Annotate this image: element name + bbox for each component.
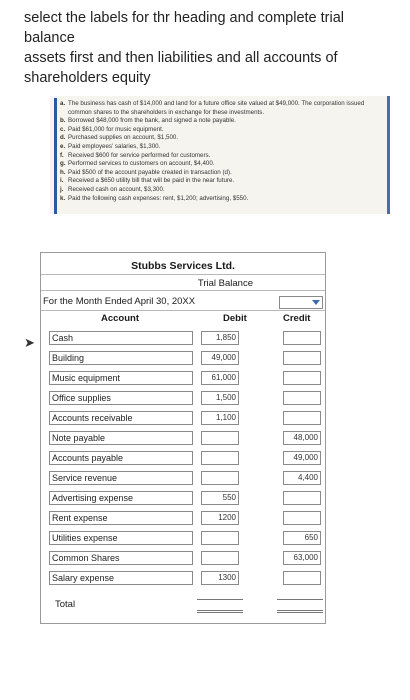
credit-field[interactable] <box>283 571 321 585</box>
debit-field[interactable] <box>201 551 239 565</box>
credit-field[interactable] <box>283 491 321 505</box>
debit-field[interactable] <box>201 531 239 545</box>
debit-field[interactable]: 1300 <box>201 571 239 585</box>
debit-field[interactable]: 550 <box>201 491 239 505</box>
transaction-letter: h. <box>60 168 66 176</box>
transaction-item <box>58 134 384 143</box>
transaction-letter: f. <box>60 151 64 159</box>
transaction-item <box>58 160 384 169</box>
credit-field[interactable]: 63,000 <box>283 551 321 565</box>
transaction-letter: e. <box>60 142 66 150</box>
trial-balance-title: Trial Balance <box>197 278 253 289</box>
credit-field[interactable]: 4,400 <box>283 471 321 485</box>
credit-field[interactable] <box>283 351 321 365</box>
transaction-letter: a. <box>60 100 66 107</box>
debit-field[interactable] <box>201 471 239 485</box>
credit-field[interactable]: 48,000 <box>283 431 321 445</box>
credit-field[interactable] <box>283 391 321 405</box>
transaction-item <box>58 195 384 204</box>
account-select[interactable]: Note payable <box>49 431 193 445</box>
debit-field[interactable] <box>201 431 239 445</box>
credit-field[interactable] <box>283 411 321 425</box>
transaction-letter: i. <box>60 177 64 185</box>
period-label: For the Month Ended April 30, 20XX <box>43 296 196 307</box>
account-select[interactable]: Accounts payable <box>49 451 193 465</box>
account-header: Account <box>101 313 139 324</box>
transaction-text: Received a $650 utility bill that will be paid in the near future. <box>68 177 235 185</box>
total-label: Total <box>55 599 76 610</box>
credit-field[interactable]: 650 <box>283 531 321 545</box>
transaction-text: Paid employees' salaries, $1,300. <box>68 142 161 150</box>
transaction-text: Borrowed $48,000 from the bank, and signed a note payable. <box>68 117 236 125</box>
debit-field[interactable]: 1,100 <box>201 411 239 425</box>
question-line-1: select the labels for thr heading and complete trial balance <box>24 10 344 46</box>
period-dropdown[interactable] <box>279 296 323 309</box>
transaction-letter: j. <box>60 185 64 193</box>
transaction-item <box>58 126 384 135</box>
credit-field[interactable] <box>283 371 321 385</box>
account-select[interactable]: Salary expense <box>49 571 193 585</box>
trial-balance-form <box>40 252 326 624</box>
total-debit-field[interactable] <box>197 599 243 613</box>
debit-header: Debit <box>223 313 247 324</box>
account-select[interactable]: Cash <box>49 331 193 345</box>
company-name: Stubbs Services Ltd. <box>131 260 235 272</box>
credit-field[interactable]: 49,000 <box>283 451 321 465</box>
transaction-letter: k. <box>60 194 66 202</box>
account-select[interactable]: Utilities expense <box>49 531 193 545</box>
account-select[interactable]: Rent expense <box>49 511 193 525</box>
debit-field[interactable]: 49,000 <box>201 351 239 365</box>
cursor-arrow-icon: ➤ <box>24 335 35 350</box>
transaction-item <box>58 186 384 195</box>
transaction-text: Paid $500 of the account payable created in transaction (d). <box>68 168 232 176</box>
transaction-text: The business has cash of $14,000 and land for a future office site valued at $49,000. The corporation issued common shares to the shareholders in exchange for these investments. <box>68 100 365 116</box>
account-select[interactable]: Building <box>49 351 193 365</box>
credit-field[interactable] <box>283 331 321 345</box>
title-row <box>41 277 325 291</box>
account-select[interactable]: Music equipment <box>49 371 193 385</box>
transaction-item <box>58 100 384 117</box>
account-select[interactable]: Advertising expense <box>49 491 193 505</box>
account-select[interactable]: Common Shares <box>49 551 193 565</box>
company-row <box>41 253 325 275</box>
credit-field[interactable] <box>283 511 321 525</box>
transaction-text: Paid the following cash expenses: rent, $1,200; advertising, $550. <box>68 194 249 202</box>
transaction-text: Paid $61,000 for music equipment. <box>68 125 164 133</box>
credit-header: Credit <box>283 313 311 324</box>
problem-statement-image <box>50 96 390 214</box>
transaction-letter: g. <box>60 160 66 168</box>
transaction-item <box>58 143 384 152</box>
debit-field[interactable]: 61,000 <box>201 371 239 385</box>
transaction-item <box>58 152 384 161</box>
debit-field[interactable]: 1,850 <box>201 331 239 345</box>
transaction-text: Performed services to customers on account, $4,400. <box>68 160 215 168</box>
problem-margin-line <box>54 98 57 214</box>
debit-field[interactable] <box>201 451 239 465</box>
debit-field[interactable]: 1,500 <box>201 391 239 405</box>
transaction-item <box>58 117 384 126</box>
transaction-item <box>58 169 384 178</box>
transaction-list <box>58 100 384 203</box>
transaction-item <box>58 177 384 186</box>
transaction-letter: c. <box>60 125 66 133</box>
transaction-letter: b. <box>60 117 66 125</box>
account-select[interactable]: Service revenue <box>49 471 193 485</box>
total-credit-field[interactable] <box>277 599 323 613</box>
chevron-down-icon <box>312 300 320 305</box>
transaction-letter: d. <box>60 134 66 142</box>
question-text <box>24 8 394 88</box>
debit-field[interactable]: 1200 <box>201 511 239 525</box>
transaction-text: Purchased supplies on account, $1,500. <box>68 134 179 142</box>
question-line-2: assets first and then liabilities and all accounts of shareholders equity <box>24 50 338 86</box>
transaction-text: Received cash on account, $3,300. <box>68 185 165 193</box>
transaction-text: Received $600 for service performed for customers. <box>68 151 211 159</box>
account-select[interactable]: Accounts receivable <box>49 411 193 425</box>
account-select[interactable]: Office supplies <box>49 391 193 405</box>
